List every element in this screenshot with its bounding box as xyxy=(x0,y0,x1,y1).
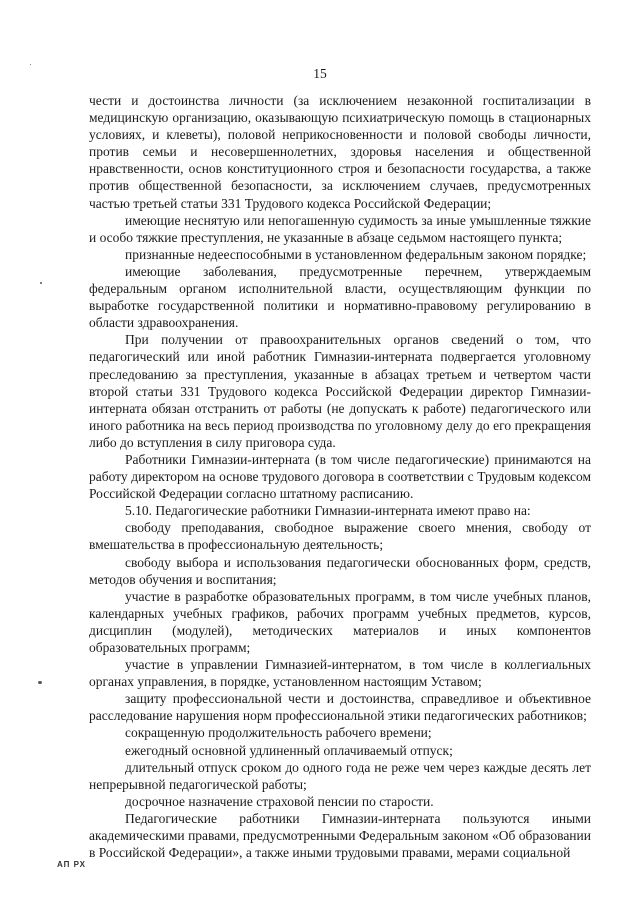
scan-speck-1 xyxy=(40,282,42,284)
footer-stamp-mark: АП РХ xyxy=(57,860,87,869)
scan-speck-3 xyxy=(30,64,31,65)
section-heading-5-10: 5.10. Педагогические работники Гимназии-интерната имеют право на: xyxy=(125,503,531,519)
paragraph-1: чести и достоинства личности (за исключением незаконной госпитализации в медицинскую организацию, оказывающую психиатрическую помощь в стационарных условиях, и клеветы), половой неприкосновенности и половой свободы личности, против семьи и несовершеннолетних, здоровья населения и общественной нравственности, основ конституционного строя и безопасности государства, а также против общественной безопасности, за исключением случаев, предусмотренных частью третьей статьи 331 Трудового кодекса Российской Федерации; xyxy=(89,93,591,211)
paragraph-6: Работники Гимназии-интерната (в том числе педагогические) принимаются на работу директором на основе трудового договора в соответствии с Трудовым кодексом Российской Федерации согласно штатному расписанию. xyxy=(89,451,591,502)
list-item-right-7: ежегодный основной удлиненный оплачиваемый отпуск; xyxy=(125,742,453,758)
list-item-right-3: участие в разработке образовательных программ, в том числе учебных планов, календарных учебных графиков, рабочих программ учебных предметов, курсов, дисциплин (модулей), методических материалов и иных компонентов образовательных программ; xyxy=(89,588,591,655)
page-number: 15 xyxy=(313,66,327,81)
list-item-right-5: защиту профессиональной чести и достоинства, справедливое и объективное расследование нарушения норм профессиональной этики педагогических работников; xyxy=(89,691,591,724)
document-body xyxy=(89,92,591,861)
list-item-right-6: сокращенную продолжительность рабочего времени; xyxy=(125,725,432,741)
paragraph-5: При получении от правоохранительных органов сведений о том, что педагогический или иной работник Гимназии-интерната подвергается уголовному преследованию за преступления, указанные в абзацах третьем и четвертом части второй статьи 331 Трудового кодекса Российской Федерации директор Гимназии-интерната обязан отстранить от работы (не допускать к работе) педагогического или иного работника на весь период производства по уголовному делу до его прекращения либо до вступления в силу приговора суда. xyxy=(89,332,591,450)
list-item-right-8: длительный отпуск сроком до одного года не реже чем через каждые десять лет непрерывной педагогической работы; xyxy=(89,759,591,792)
list-item-right-2: свободу выбора и использования педагогически обоснованных форм, средств, методов обучения и воспитания; xyxy=(89,554,591,587)
list-item-right-9: досрочное назначение страховой пенсии по старости. xyxy=(125,793,434,809)
list-item-right-1: свободу преподавания, свободное выражение своего мнения, свободу от вмешательства в профессиональную деятельность; xyxy=(89,520,591,553)
paragraph-2: имеющие неснятую или непогашенную судимость за иные умышленные тяжкие и особо тяжкие преступления, не указанные в абзаце седьмом настоящего пункта; xyxy=(89,212,591,245)
scan-speck-2 xyxy=(38,681,42,684)
paragraph-4: имеющие заболевания, предусмотренные перечнем, утверждаемым федеральным органом исполнительной власти, осуществляющим функции по выработке государственной политики и нормативно-правовому регулированию в области здравоохранения. xyxy=(89,263,591,331)
paragraph-final: Педагогические работники Гимназии-интерната пользуются иными академическими правами, предусмотренными Федеральным законом «Об образовании в Российской Федерации», а также иными трудовыми правами, мерами социальной xyxy=(89,810,591,861)
paragraph-3: признанные недееспособными в установленном федеральным законом порядке; xyxy=(125,246,587,262)
list-item-right-4: участие в управлении Гимназией-интернатом, в том числе в коллегиальных органах управления, в порядке, установленном настоящим Уставом; xyxy=(89,657,591,690)
